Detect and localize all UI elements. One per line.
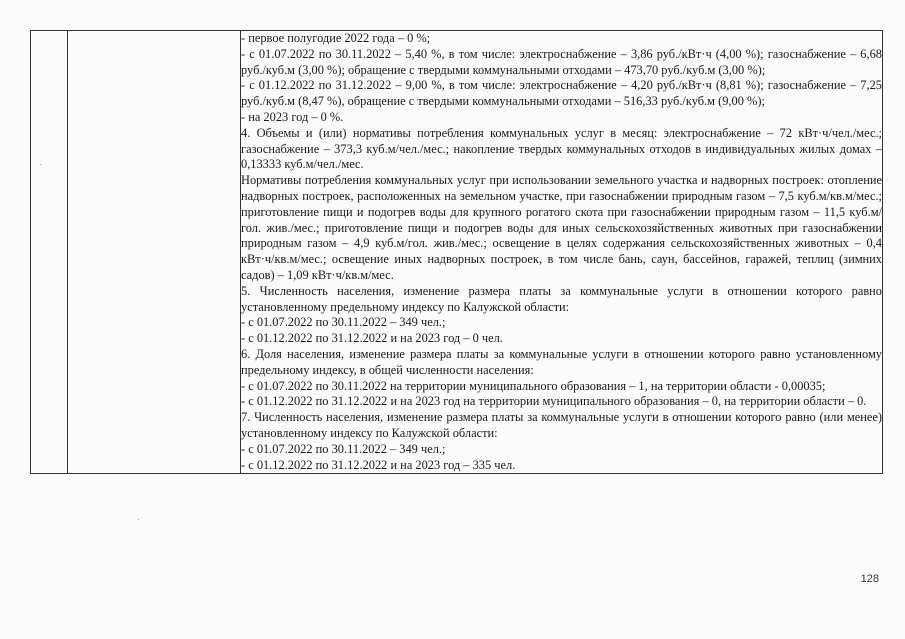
paragraph: - на 2023 год – 0 %. bbox=[241, 109, 344, 124]
table-cell-name bbox=[68, 31, 241, 474]
paragraph: 4. Объемы и (или) нормативы потребления коммунальных услуг в месяц: электроснабжение – 72 кВт·ч/чел./мес.; газоснабжение – 373,3 куб.м/чел./мес.; накопление твердых коммунальных отходов в индивидуальных жилых домах – 0,13333 куб.м/чел./мес. bbox=[241, 125, 882, 172]
paragraph: - с 01.12.2022 по 31.12.2022 и на 2023 год – 335 чел. bbox=[241, 457, 516, 472]
scan-speck bbox=[138, 519, 139, 520]
paragraph: - с 01.12.2022 по 31.12.2022 и на 2023 год – 0 чел. bbox=[241, 331, 503, 346]
paragraph: - с 01.07.2022 по 30.11.2022 – 349 чел.; bbox=[241, 315, 446, 330]
table-row bbox=[31, 31, 883, 474]
paragraph: - первое полугодие 2022 года – 0 %; bbox=[241, 31, 431, 45]
document-table bbox=[30, 30, 883, 474]
paragraph: 5. Численность населения, изменение размера платы за коммунальные услуги в отношении которого равно установленному предельному индексу по Калужской области: bbox=[241, 283, 882, 314]
paragraph: - с 01.07.2022 по 30.11.2022 – 349 чел.; bbox=[241, 441, 446, 456]
paragraph: - с 01.07.2022 по 30.11.2022 на территории муниципального образования – 1, на территории области - 0,00035; bbox=[241, 378, 826, 393]
scan-speck bbox=[40, 164, 41, 165]
table-cell-number bbox=[31, 31, 68, 474]
paragraph: - с 01.12.2022 по 31.12.2022 – 9,00 %, в том числе: электроснабжение – 4,20 руб./кВт·ч (8,81 %); газоснабжение – 7,25 руб./куб.м (8,47 %), обращение с твердыми коммунальными отходами – 516,33 руб./куб.м (9,00 %); bbox=[241, 78, 882, 109]
paragraph: 7. Численность населения, изменение размера платы за коммунальные услуги в отношении которого равно (или менее) установленному индексу по Калужской области: bbox=[241, 410, 882, 440]
page-number: 128 bbox=[860, 573, 879, 585]
paragraph: Нормативы потребления коммунальных услуг при использовании земельного участка и надворных построек: отопление надворных построек, расположенных на земельном участке, при газоснабжении природным газом – 7,5 куб.м/кв.м/мес.; приготовление пищи и подогрев воды для крупного рогатого скота при газоснабжении природным газом – 11,5 куб.м/гол. жив./мес.; приготовление пищи и подогрев воды для иных сельскохозяйственных животных при газоснабжении природным газом – 4,9 куб.м/гол. жив./мес.; освещение в целях содержания сельскохозяйственных животных – 0,4 кВт·ч/кв.м/мес.; освещение иных надворных построек, в том числе бань, саун, бассейнов, гаражей, теплиц (зимних садов) – 1,09 кВт·ч/кв.м/мес. bbox=[241, 173, 882, 282]
paragraph: 6. Доля населения, изменение размера платы за коммунальные услуги в отношении которого равно установленному предельному индексу, в общей численности населения: bbox=[241, 346, 882, 377]
paragraph: - с 01.07.2022 по 30.11.2022 – 5,40 %, в том числе: электроснабжение – 3,86 руб./кВт·ч (4,00 %); газоснабжение – 6,68 руб./куб.м (3,00 %); обращение с твердыми коммунальными отходами – 473,70 руб./куб.м (3,00 %); bbox=[241, 46, 882, 77]
table-cell-text bbox=[241, 31, 883, 474]
paragraph: - с 01.12.2022 по 31.12.2022 и на 2023 год на территории муниципального образования – 0, на территории области – 0. bbox=[241, 394, 867, 409]
